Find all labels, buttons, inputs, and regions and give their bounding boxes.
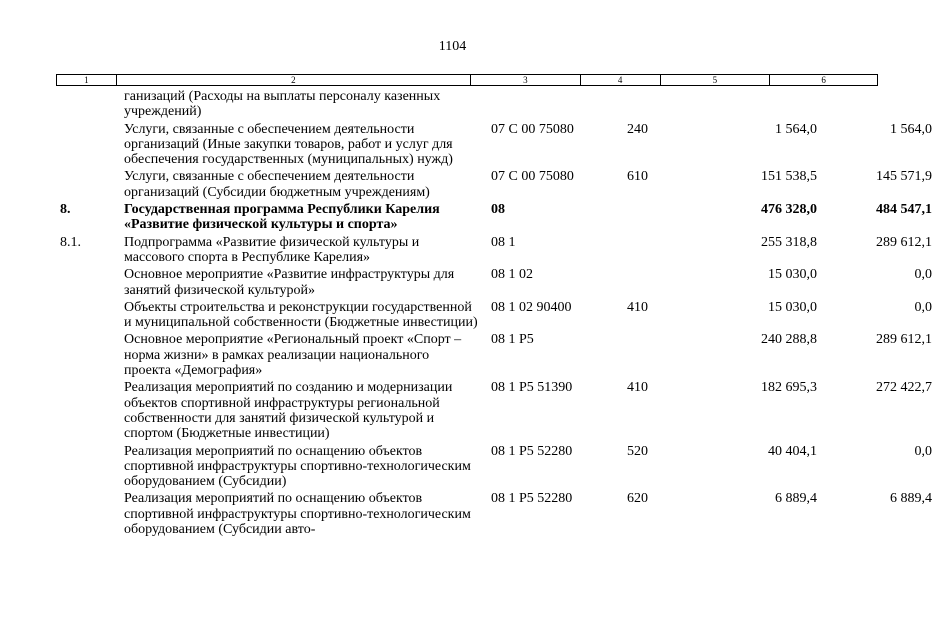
table-row	[56, 265, 936, 298]
table-row	[56, 167, 936, 200]
row-expense-type: 520	[627, 443, 648, 459]
column-number-5: 5	[661, 75, 771, 85]
row-expense-type	[601, 200, 707, 233]
row-number	[56, 167, 120, 200]
table-row	[56, 489, 936, 537]
row-number	[56, 265, 120, 298]
row-value-col5: 6 889,4	[775, 491, 817, 507]
row-expense-type: 240	[627, 121, 648, 137]
row-expense-type: 610	[627, 169, 648, 185]
row-name: Услуги, связанные с обеспечением деятельности организаций (Иные закупки товаров, работ и услуг для обеспечения государственных (муниципальных) нужд)	[124, 121, 453, 168]
row-value-col6: 289 612,1	[876, 332, 932, 348]
row-name: Объекты строительства и реконструкции государственной и муниципальной собственности (Бюджетные инвестиции)	[124, 299, 478, 331]
row-expense-type: 410	[627, 380, 648, 396]
row-expense-type	[601, 265, 707, 298]
row-value-col6: 6 889,4	[890, 491, 932, 507]
row-number	[56, 298, 120, 331]
row-value-col6: 289 612,1	[876, 234, 932, 250]
row-number	[56, 442, 120, 490]
budget-table	[56, 89, 936, 537]
table-row	[56, 442, 936, 490]
row-expense-type	[601, 89, 707, 120]
column-number-2: 2	[117, 75, 471, 85]
row-number	[56, 489, 120, 537]
row-number	[56, 120, 120, 168]
row-value-col6: 145 571,9	[876, 169, 932, 185]
column-number-3: 3	[471, 75, 581, 85]
row-expense-type	[601, 330, 707, 378]
row-value-col6	[825, 89, 936, 120]
column-number-4: 4	[581, 75, 661, 85]
row-name: Подпрограмма «Развитие физической культуры и массового спорта в Республике Карелия»	[124, 234, 420, 265]
row-number: 8.	[60, 202, 71, 218]
row-name: ганизаций (Расходы на выплаты персоналу казенных учреждений)	[124, 89, 441, 120]
row-target-code: 08 1 Р5 52280	[491, 443, 573, 459]
row-expense-type: 410	[627, 299, 648, 315]
column-number-1: 1	[57, 75, 117, 85]
row-name: Основное мероприятие «Региональный проект «Спорт – норма жизни» в рамках реализации национального проекта «Демография»	[124, 332, 462, 379]
table-row	[56, 89, 936, 120]
row-target-code: 07 С 00 75080	[491, 121, 574, 137]
row-value-col5: 15 030,0	[768, 299, 817, 315]
row-target-code: 07 С 00 75080	[491, 169, 574, 185]
row-value-col6: 0,0	[914, 299, 932, 315]
row-value-col5: 182 695,3	[761, 380, 817, 396]
row-target-code: 08 1 Р5 51390	[491, 380, 573, 396]
row-number: 8.1.	[60, 234, 81, 250]
row-value-col5: 15 030,0	[768, 267, 817, 283]
row-target-code: 08 1	[491, 234, 516, 250]
page-number: 1104	[438, 39, 467, 54]
row-number	[56, 378, 120, 441]
row-value-col5: 40 404,1	[768, 443, 817, 459]
row-target-code	[487, 89, 601, 120]
row-target-code: 08 1 Р5 52280	[491, 491, 573, 507]
row-name: Реализация мероприятий по оснащению объектов спортивной инфраструктуры спортивно-технологическим оборудованием (Субсидии)	[124, 443, 471, 490]
row-name: Государственная программа Республики Карелия «Развитие физической культуры и спорта»	[124, 202, 440, 233]
row-value-col5: 151 538,5	[761, 169, 817, 185]
row-name: Реализация мероприятий по оснащению объектов спортивной инфраструктуры спортивно-технологическим оборудованием (Субсидии авто-	[124, 491, 471, 538]
row-value-col5: 255 318,8	[761, 234, 817, 250]
row-target-code: 08 1 Р5	[491, 332, 534, 348]
table-row	[56, 378, 936, 441]
row-value-col6: 272 422,7	[876, 380, 932, 396]
row-target-code: 08 1 02	[491, 267, 533, 283]
table-column-numbers	[56, 74, 878, 86]
table-row	[56, 200, 936, 233]
row-name: Основное мероприятие «Развитие инфраструктуры для занятий физической культурой»	[124, 267, 455, 298]
row-value-col6: 484 547,1	[876, 202, 932, 218]
row-expense-type	[601, 233, 707, 266]
row-name: Реализация мероприятий по созданию и модернизации объектов спортивной инфраструктуры региональной собственности для занятий физической культурой и спортом (Бюджетные инвестиции)	[124, 380, 453, 442]
table-row	[56, 298, 936, 331]
row-target-code: 08 1 02 90400	[491, 299, 572, 315]
column-number-6: 6	[821, 75, 826, 85]
row-name: Услуги, связанные с обеспечением деятельности организаций (Субсидии бюджетным учреждениям)	[124, 169, 430, 200]
row-value-col6: 0,0	[914, 443, 932, 459]
row-value-col6: 0,0	[914, 267, 932, 283]
row-value-col5	[707, 89, 825, 120]
row-value-col5: 240 288,8	[761, 332, 817, 348]
row-number	[56, 330, 120, 378]
row-expense-type: 620	[627, 491, 648, 507]
table-row	[56, 233, 936, 266]
table-row	[56, 330, 936, 378]
row-value-col5: 1 564,0	[775, 121, 817, 137]
row-value-col5: 476 328,0	[761, 202, 817, 218]
row-target-code: 08	[491, 202, 505, 218]
row-value-col6: 1 564,0	[890, 121, 932, 137]
table-row	[56, 120, 936, 168]
row-number	[56, 89, 120, 120]
